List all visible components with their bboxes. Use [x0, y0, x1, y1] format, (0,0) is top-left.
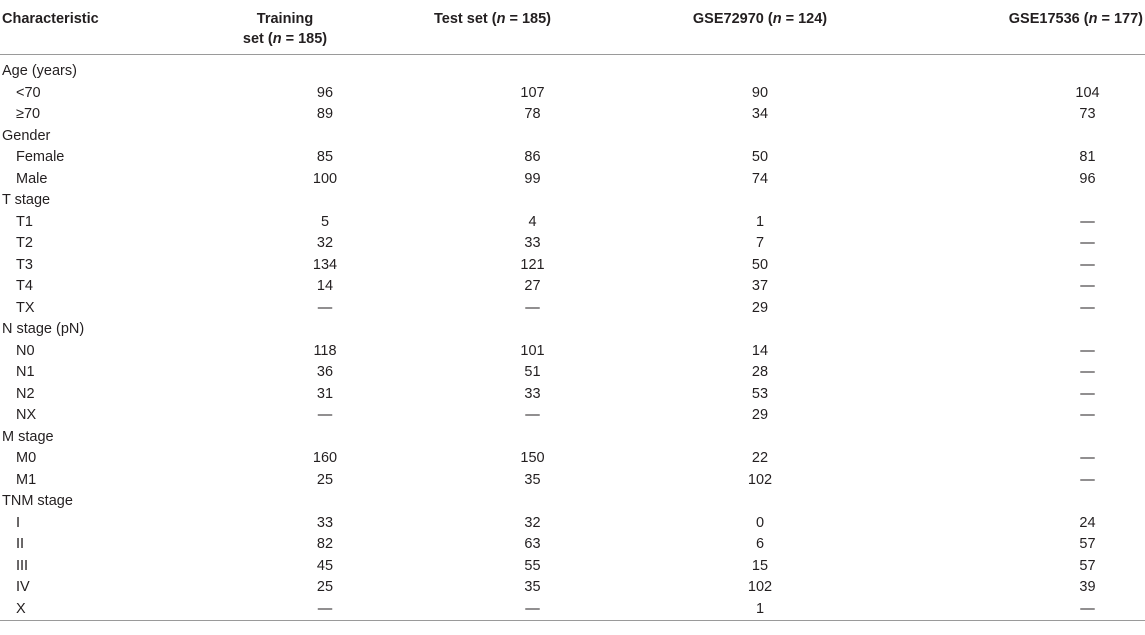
gse72970-value: 14	[751, 342, 769, 359]
gse17536-value: —	[1080, 364, 1095, 380]
training-set-value: 36	[316, 364, 334, 380]
table-row	[0, 448, 1145, 470]
row-category-label: M stage	[2, 428, 54, 445]
header-gse72970: GSE72970 (n = 124)	[692, 11, 828, 27]
table-row	[0, 513, 1145, 535]
gse72970-value: 29	[751, 299, 769, 316]
gse17536-value: —	[1080, 450, 1095, 466]
table-row	[0, 126, 1145, 148]
row-label: IV	[16, 579, 30, 595]
row-label: <70	[16, 84, 41, 101]
row-label: N1	[16, 364, 35, 380]
training-set-value	[195, 126, 375, 148]
table-row	[0, 212, 1145, 234]
training-set-value	[195, 319, 375, 341]
gse72970-value: 37	[751, 278, 769, 294]
training-set-value	[195, 491, 375, 513]
row-label: M1	[16, 471, 37, 488]
row-category-label: N stage (pN)	[2, 321, 85, 337]
training-set-value: —	[317, 299, 333, 316]
gse17536-value	[910, 319, 1145, 341]
gse72970-value: 22	[751, 450, 769, 466]
training-set-value: 25	[316, 579, 334, 595]
training-set-value: —	[317, 407, 333, 423]
table-row	[0, 298, 1145, 320]
gse72970-value: 0	[755, 514, 765, 531]
gse72970-value: 90	[751, 84, 769, 101]
row-label: T4	[16, 278, 33, 294]
gse72970-value	[610, 55, 910, 83]
training-set-value: 160	[312, 450, 338, 466]
gse17536-value: 104	[1075, 84, 1100, 101]
gse17536-value: —	[1080, 213, 1095, 230]
gse17536-value: 24	[1079, 514, 1096, 531]
gse17536-value: —	[1080, 407, 1095, 423]
gse72970-value: 6	[755, 536, 765, 552]
test-set-value: 35	[524, 471, 541, 488]
table-row	[0, 384, 1145, 406]
training-set-value: 25	[316, 471, 334, 488]
test-set-value: —	[525, 299, 540, 316]
row-category-label: Age (years)	[2, 63, 77, 79]
gse72970-value: 50	[751, 149, 769, 165]
gse72970-value: 15	[751, 557, 769, 574]
gse72970-value: 28	[751, 364, 769, 380]
gse17536-value	[910, 190, 1145, 212]
gse72970-value: 1	[755, 600, 765, 617]
row-label: II	[16, 536, 25, 552]
row-label: NX	[16, 407, 37, 423]
table-row	[0, 147, 1145, 169]
row-label: N2	[16, 385, 35, 402]
gse17536-value: 73	[1079, 106, 1096, 122]
test-set-value: 107	[520, 84, 545, 101]
row-label: III	[16, 557, 29, 574]
gse17536-value: 57	[1079, 536, 1096, 552]
test-set-value: 35	[524, 579, 541, 595]
training-set-value: 100	[312, 170, 338, 187]
gse72970-value: 102	[747, 471, 773, 488]
table-row	[0, 341, 1145, 363]
gse17536-value	[910, 491, 1145, 513]
gse17536-value	[910, 427, 1145, 449]
header-test-set: Test set (n = 185)	[434, 11, 551, 27]
training-set-value: 82	[316, 536, 334, 552]
row-label: ≥70	[16, 106, 41, 122]
gse72970-value	[610, 427, 910, 449]
training-set-value	[195, 55, 375, 83]
gse17536-value: —	[1080, 342, 1095, 359]
row-label: M0	[16, 450, 37, 466]
test-set-value: 99	[524, 170, 541, 187]
gse72970-value: 102	[747, 579, 773, 595]
gse72970-value	[610, 491, 910, 513]
training-set-value	[195, 427, 375, 449]
gse17536-value: —	[1080, 471, 1095, 488]
row-label: I	[16, 514, 21, 531]
gse17536-value	[910, 126, 1145, 148]
training-set-value: 89	[316, 106, 334, 122]
training-set-value: 14	[316, 278, 334, 294]
gse72970-value	[610, 126, 910, 148]
table-row	[0, 577, 1145, 599]
row-label: X	[16, 600, 26, 617]
row-label: Male	[16, 170, 48, 187]
gse72970-value: 74	[751, 170, 769, 187]
test-set-value: 55	[524, 557, 541, 574]
test-set-value: 78	[524, 106, 541, 122]
table-body	[0, 55, 1145, 621]
table-row	[0, 405, 1145, 427]
training-set-value: 33	[316, 514, 334, 531]
table-row	[0, 233, 1145, 255]
row-label: T2	[16, 235, 33, 251]
row-label: TX	[16, 299, 35, 316]
gse17536-value: —	[1080, 256, 1095, 273]
training-set-value: 45	[316, 557, 334, 574]
row-label: N0	[16, 342, 35, 359]
table-row	[0, 255, 1145, 277]
gse17536-value: —	[1080, 235, 1095, 251]
gse72970-value: 50	[751, 256, 769, 273]
header-training-set: Training set (n = 185)	[242, 11, 328, 47]
gse17536-value: 57	[1079, 557, 1096, 574]
training-set-value: 85	[316, 149, 334, 165]
header-row	[0, 0, 1145, 55]
table-row	[0, 319, 1145, 341]
row-category-label: TNM stage	[2, 493, 73, 509]
gse72970-value: 1	[755, 213, 765, 230]
row-category-label: Gender	[2, 127, 51, 144]
test-set-value: —	[525, 407, 540, 423]
table-row	[0, 104, 1145, 126]
test-set-value: 86	[524, 149, 541, 165]
table-row	[0, 491, 1145, 513]
training-set-value: 96	[316, 84, 334, 101]
test-set-value: 150	[520, 450, 545, 466]
row-category-label: T stage	[2, 192, 51, 208]
gse17536-value: —	[1080, 299, 1095, 316]
table-row	[0, 599, 1145, 621]
training-set-value: 5	[320, 213, 330, 230]
table-row	[0, 83, 1145, 105]
test-set-value: 63	[524, 536, 541, 552]
row-label: Female	[16, 149, 65, 165]
row-label: T1	[16, 213, 33, 230]
gse17536-value	[910, 55, 1145, 83]
table-row	[0, 169, 1145, 191]
gse72970-value: 29	[751, 407, 769, 423]
table-header	[0, 0, 1145, 55]
table-row	[0, 534, 1145, 556]
gse17536-value: —	[1080, 385, 1095, 402]
header-gse17536: GSE17536 (n = 177)	[1008, 11, 1143, 27]
table-row	[0, 55, 1145, 83]
training-set-value: 31	[316, 385, 334, 402]
training-set-value: 32	[316, 235, 334, 251]
test-set-value: 101	[520, 342, 545, 359]
gse17536-value: 81	[1079, 149, 1096, 165]
gse72970-value	[610, 190, 910, 212]
training-set-value: 118	[313, 342, 337, 359]
test-set-value: 4	[528, 213, 537, 230]
gse72970-value: 53	[751, 385, 769, 402]
test-set-value: 32	[524, 514, 541, 531]
training-set-value: 134	[312, 256, 338, 273]
table-row	[0, 556, 1145, 578]
test-set-value: 121	[520, 256, 545, 273]
gse72970-value: 7	[755, 235, 765, 251]
gse72970-value: 34	[751, 106, 769, 122]
gse17536-value: 96	[1079, 170, 1096, 187]
test-set-value	[375, 190, 610, 212]
test-set-value: 27	[524, 278, 541, 294]
test-set-value	[375, 491, 610, 513]
table-row	[0, 427, 1145, 449]
test-set-value: —	[525, 600, 540, 617]
test-set-value	[375, 126, 610, 148]
training-set-value: —	[317, 600, 333, 617]
table-row	[0, 470, 1145, 492]
gse17536-value: —	[1080, 600, 1095, 617]
header-characteristic: Characteristic	[2, 11, 99, 27]
training-set-value	[195, 190, 375, 212]
table-row	[0, 362, 1145, 384]
test-set-value: 51	[524, 364, 541, 380]
row-label: T3	[16, 256, 33, 273]
table-row	[0, 190, 1145, 212]
table-row	[0, 276, 1145, 298]
test-set-value: 33	[524, 235, 541, 251]
test-set-value	[375, 319, 610, 341]
gse17536-value: —	[1080, 278, 1095, 294]
test-set-value	[375, 427, 610, 449]
gse72970-value	[610, 319, 910, 341]
test-set-value	[375, 55, 610, 83]
gse17536-value: 39	[1079, 579, 1096, 595]
test-set-value: 33	[524, 385, 541, 402]
